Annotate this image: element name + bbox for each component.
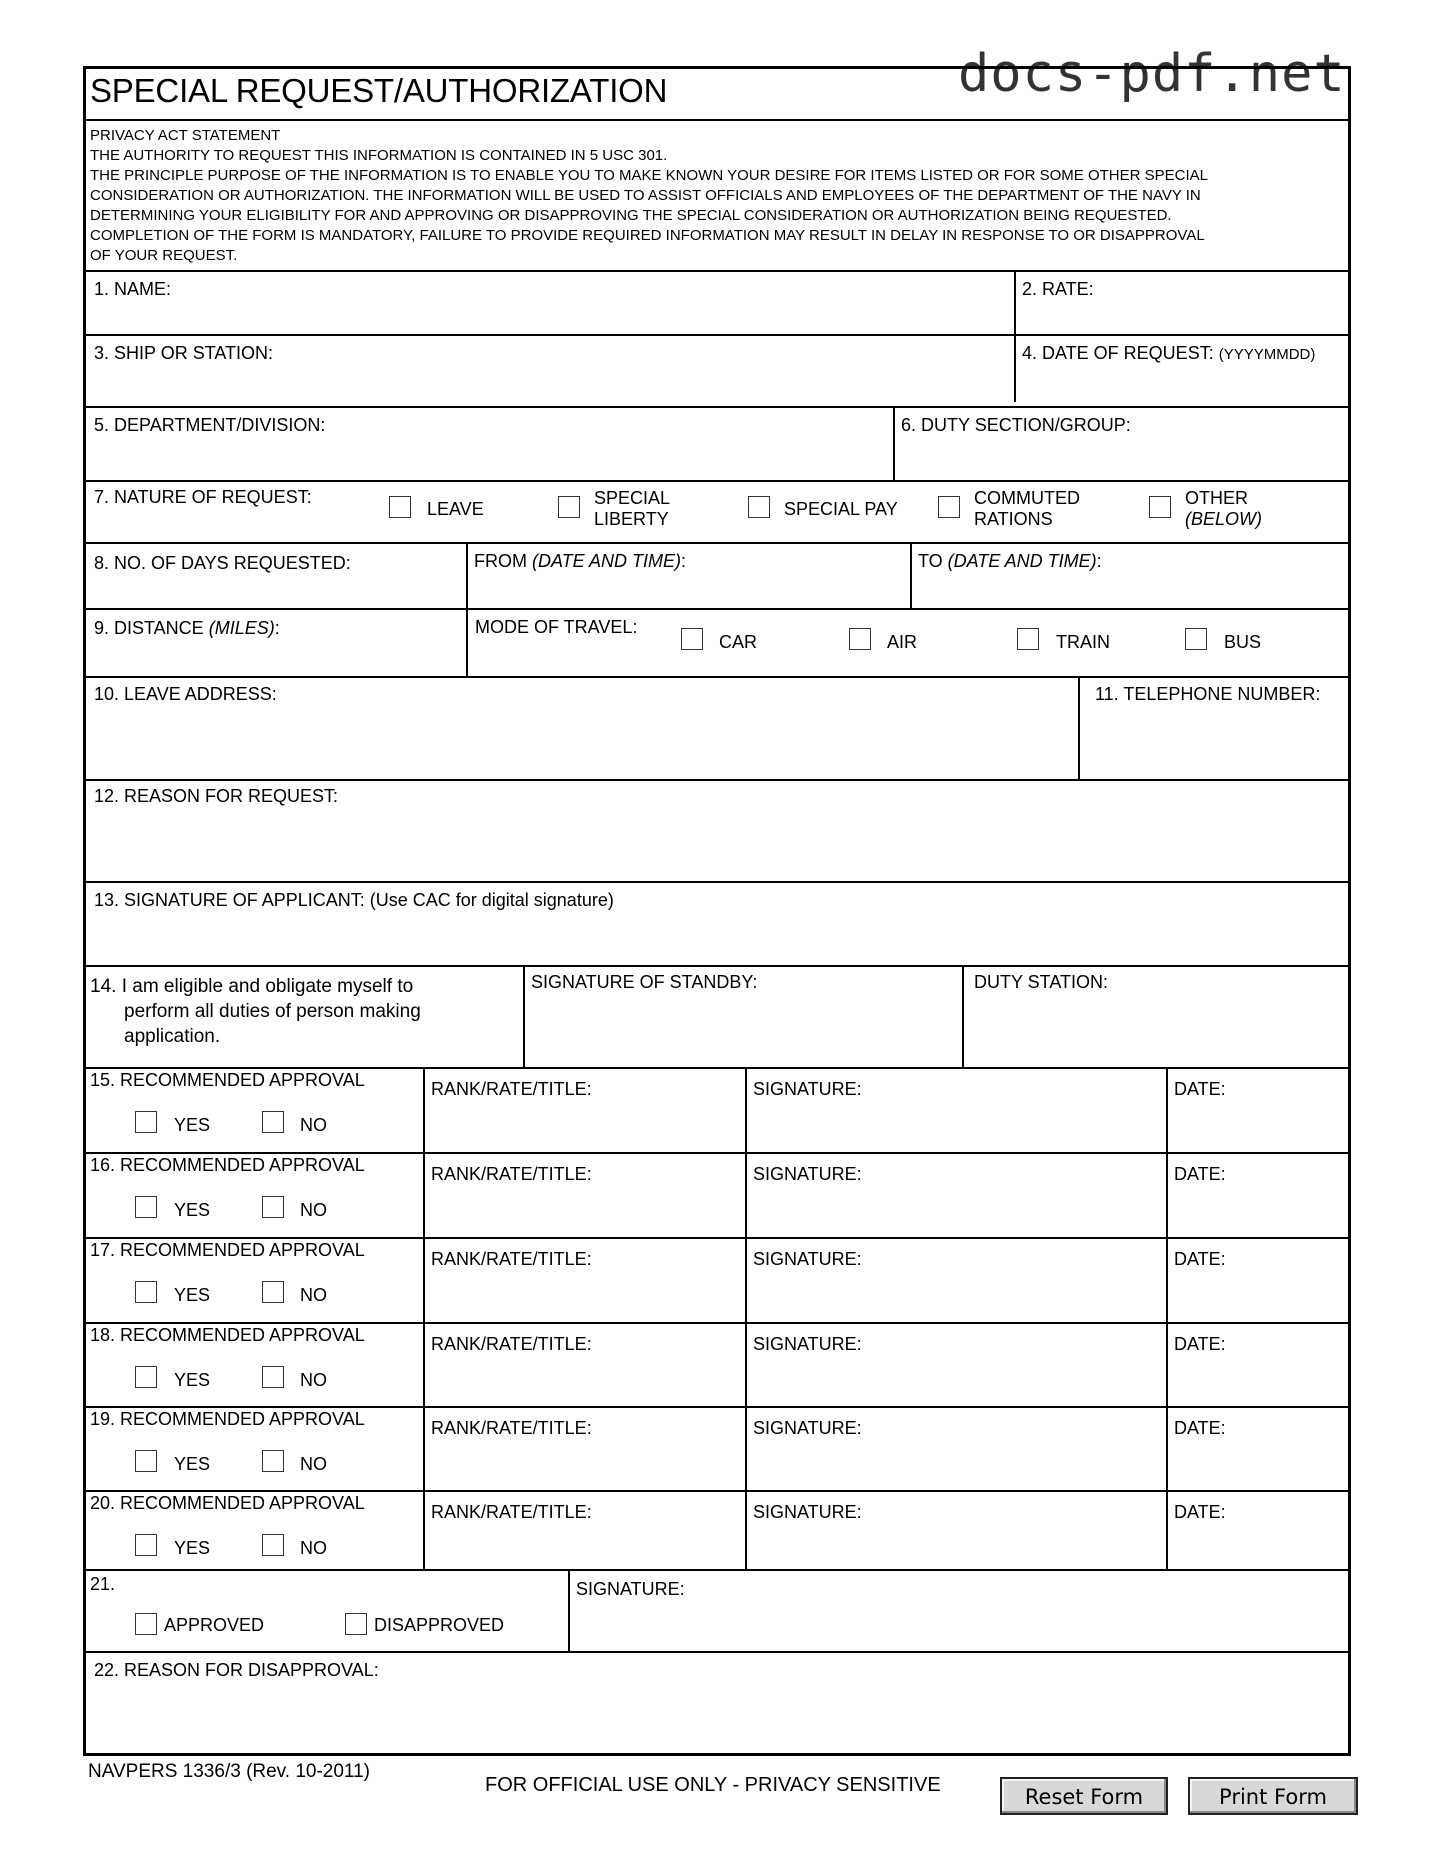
approval-date-field[interactable]: [1168, 1239, 1348, 1322]
car-label: CAR: [719, 632, 758, 652]
special-pay-checkbox[interactable]: [748, 496, 770, 518]
recommended-yes-checkbox[interactable]: [135, 1450, 157, 1472]
reason-field[interactable]: [86, 781, 1348, 879]
air-checkbox[interactable]: [849, 628, 871, 650]
from-text: FROM: [474, 551, 532, 571]
recommended-approval-label: 19. RECOMMENDED APPROVAL: [90, 1409, 365, 1429]
signature-standby-field[interactable]: [525, 967, 962, 1065]
privacy-line: CONSIDERATION OR AUTHORIZATION. THE INFORMATION WILL BE USED TO ASSIST OFFICIALS AND EMPLOYEES OF THE DEPARTMENT OF THE NAVY IN: [90, 187, 1201, 204]
car-checkbox[interactable]: [681, 628, 703, 650]
days-field[interactable]: [86, 544, 466, 608]
eligibility-line-3: application.: [124, 1026, 221, 1047]
eligibility-line-2: perform all duties of person making: [124, 1001, 421, 1022]
train-checkbox[interactable]: [1017, 628, 1039, 650]
approval-date-field[interactable]: [1168, 1492, 1348, 1569]
reason-label: 12. REASON FOR REQUEST:: [94, 786, 339, 806]
privacy-notice: FOR OFFICIAL USE ONLY - PRIVACY SENSITIVE: [485, 1774, 941, 1796]
mode-of-travel-label: MODE OF TRAVEL:: [475, 617, 638, 637]
approval-date-label: DATE:: [1174, 1502, 1226, 1522]
reason-disapproval-field[interactable]: [86, 1653, 1348, 1753]
final-signature-label: SIGNATURE:: [576, 1579, 685, 1599]
approved-label: APPROVED: [164, 1615, 265, 1635]
recommended-yes-checkbox[interactable]: [135, 1196, 157, 1218]
item-21-label: 21.: [90, 1574, 116, 1594]
commuted-rations-label: [974, 488, 1080, 530]
to-format: (DATE AND TIME): [947, 551, 1097, 571]
rate-field[interactable]: [1016, 272, 1348, 332]
recommended-no-checkbox[interactable]: [262, 1534, 284, 1556]
recommended-approval-label: 18. RECOMMENDED APPROVAL: [90, 1325, 365, 1345]
approved-checkbox[interactable]: [135, 1613, 157, 1635]
approval-signature-label: SIGNATURE:: [753, 1334, 862, 1354]
privacy-line: COMPLETION OF THE FORM IS MANDATORY, FAILURE TO PROVIDE REQUIRED INFORMATION MAY RESULT IN DELAY IN RESPONSE TO OR DISAPPROVAL: [90, 227, 1205, 244]
recommended-no-label: NO: [300, 1115, 327, 1135]
to-text: TO: [918, 551, 948, 571]
approval-signature-field[interactable]: [747, 1492, 1166, 1569]
rank-rate-title-label: RANK/RATE/TITLE:: [431, 1249, 592, 1269]
rank-rate-title-field[interactable]: [425, 1154, 745, 1237]
to-colon: :: [1096, 551, 1102, 571]
recommended-yes-checkbox[interactable]: [135, 1281, 157, 1303]
duty-station-label: DUTY STATION:: [974, 972, 1109, 992]
print-form-button[interactable]: Print Form: [1188, 1777, 1358, 1815]
recommended-no-checkbox[interactable]: [262, 1196, 284, 1218]
recommended-yes-label: YES: [174, 1285, 211, 1305]
name-field[interactable]: [86, 272, 1014, 332]
from-format: (DATE AND TIME): [532, 551, 681, 571]
ship-field[interactable]: [86, 336, 1014, 406]
recommended-no-checkbox[interactable]: [262, 1450, 284, 1472]
recommended-yes-checkbox[interactable]: [135, 1111, 157, 1133]
special-liberty-label: [594, 488, 670, 530]
special-pay-label: SPECIAL PAY: [784, 499, 898, 519]
privacy-line: OF YOUR REQUEST.: [90, 247, 238, 264]
distance-colon: :: [274, 618, 280, 638]
distance-text: 9. DISTANCE: [94, 618, 209, 638]
recommended-yes-label: YES: [174, 1200, 211, 1220]
bus-label: BUS: [1224, 632, 1262, 652]
leave-address-field[interactable]: [86, 678, 1078, 777]
rank-rate-title-label: RANK/RATE/TITLE:: [431, 1502, 592, 1522]
date-format-text: (YYYYMMDD): [1218, 346, 1316, 363]
approval-date-label: DATE:: [1174, 1079, 1226, 1099]
approval-signature-field[interactable]: [747, 1324, 1166, 1406]
air-label: AIR: [887, 632, 918, 652]
approval-signature-label: SIGNATURE:: [753, 1249, 862, 1269]
to-field[interactable]: [912, 544, 1348, 608]
recommended-no-label: NO: [300, 1285, 327, 1305]
leave-checkbox[interactable]: [389, 496, 411, 518]
rank-rate-title-field[interactable]: [425, 1492, 745, 1569]
duty-section-field[interactable]: [895, 408, 1348, 478]
date-of-request-text: 4. DATE OF REQUEST:: [1022, 343, 1214, 363]
recommended-yes-label: YES: [174, 1538, 211, 1558]
commuted-rations-line-2: RATIONS: [974, 509, 1053, 529]
approval-signature-field[interactable]: [747, 1154, 1166, 1237]
nature-label: 7. NATURE OF REQUEST:: [94, 487, 312, 507]
recommended-no-checkbox[interactable]: [262, 1281, 284, 1303]
name-label: 1. NAME:: [94, 279, 172, 299]
rank-rate-title-field[interactable]: [425, 1408, 745, 1490]
approval-signature-field[interactable]: [747, 1239, 1166, 1322]
final-signature-field[interactable]: [570, 1571, 1348, 1651]
recommended-no-label: NO: [300, 1370, 327, 1390]
privacy-line: THE PRINCIPLE PURPOSE OF THE INFORMATION IS TO ENABLE YOU TO MAKE KNOWN YOUR DESIRE FOR ITEMS LISTED OR FOR SOME OTHER SPECIAL: [90, 167, 1208, 184]
recommended-approval-label: 16. RECOMMENDED APPROVAL: [90, 1155, 365, 1175]
rate-label: 2. RATE:: [1022, 279, 1094, 299]
approval-signature-label: SIGNATURE:: [753, 1502, 862, 1522]
approval-signature-label: SIGNATURE:: [753, 1079, 862, 1099]
recommended-yes-label: YES: [174, 1370, 211, 1390]
reset-form-button[interactable]: Reset Form: [1000, 1777, 1168, 1815]
recommended-no-checkbox[interactable]: [262, 1111, 284, 1133]
approval-signature-label: SIGNATURE:: [753, 1418, 862, 1438]
ship-label: 3. SHIP OR STATION:: [94, 343, 274, 363]
rank-rate-title-field[interactable]: [425, 1324, 745, 1406]
from-colon: :: [681, 551, 687, 571]
privacy-line: DETERMINING YOUR ELIGIBILITY FOR AND APPROVING OR DISAPPROVING THE SPECIAL CONSIDERATION OR AUTHORIZATION BEING REQUESTED.: [90, 207, 1172, 224]
department-label: 5. DEPARTMENT/DIVISION:: [94, 415, 326, 435]
duty-station-field[interactable]: [964, 967, 1348, 1065]
recommended-no-label: NO: [300, 1538, 327, 1558]
date-of-request-field[interactable]: [1016, 336, 1348, 406]
leave-label: LEAVE: [427, 499, 484, 519]
approval-date-label: DATE:: [1174, 1334, 1226, 1354]
other-label: [1185, 488, 1262, 530]
privacy-line: THE AUTHORITY TO REQUEST THIS INFORMATION IS CONTAINED IN 5 USC 301.: [90, 147, 668, 164]
approval-date-label: DATE:: [1174, 1418, 1226, 1438]
approval-date-field[interactable]: [1168, 1408, 1348, 1490]
eligibility-statement: [90, 974, 421, 1049]
rank-rate-title-label: RANK/RATE/TITLE:: [431, 1164, 592, 1184]
rank-rate-title-label: RANK/RATE/TITLE:: [431, 1418, 592, 1438]
recommended-approval-label: 17. RECOMMENDED APPROVAL: [90, 1240, 365, 1260]
rank-rate-title-label: RANK/RATE/TITLE:: [431, 1079, 592, 1099]
commuted-rations-line-1: COMMUTED: [974, 488, 1080, 508]
reason-disapproval-label: 22. REASON FOR DISAPPROVAL:: [94, 1660, 379, 1680]
rank-rate-title-field[interactable]: [425, 1239, 745, 1322]
recommended-yes-label: YES: [174, 1115, 211, 1135]
department-field[interactable]: [86, 408, 893, 478]
eligibility-line-1: 14. I am eligible and obligate myself to: [90, 976, 414, 997]
approval-signature-label: SIGNATURE:: [753, 1164, 862, 1184]
special-liberty-line-1: SPECIAL: [594, 488, 671, 508]
days-label: 8. NO. OF DAYS REQUESTED:: [94, 553, 351, 573]
privacy-line: PRIVACY ACT STATEMENT: [90, 127, 281, 144]
distance-field[interactable]: [86, 610, 466, 674]
approval-date-label: DATE:: [1174, 1164, 1226, 1184]
duty-section-label: 6. DUTY SECTION/GROUP:: [901, 415, 1131, 435]
commuted-rations-checkbox[interactable]: [938, 496, 960, 518]
disapproved-checkbox[interactable]: [345, 1613, 367, 1635]
recommended-no-label: NO: [300, 1200, 327, 1220]
approval-date-field[interactable]: [1168, 1069, 1348, 1152]
special-request-form: [83, 66, 1351, 1756]
disapproved-label: DISAPPROVED: [374, 1615, 505, 1635]
other-line-2: (BELOW): [1185, 509, 1263, 529]
privacy-act-statement: [90, 126, 1340, 266]
approval-date-field[interactable]: [1168, 1324, 1348, 1406]
approval-date-label: DATE:: [1174, 1249, 1226, 1269]
other-line-1: OTHER: [1185, 488, 1248, 508]
telephone-label: 11. TELEPHONE NUMBER:: [1095, 684, 1321, 704]
leave-address-label: 10. LEAVE ADDRESS:: [94, 684, 277, 704]
recommended-yes-checkbox[interactable]: [135, 1534, 157, 1556]
recommended-approval-label: 15. RECOMMENDED APPROVAL: [90, 1070, 365, 1090]
recommended-yes-checkbox[interactable]: [135, 1366, 157, 1388]
recommended-yes-label: YES: [174, 1454, 211, 1474]
form-title: SPECIAL REQUEST/AUTHORIZATION: [90, 72, 668, 109]
signature-applicant-label: 13. SIGNATURE OF APPLICANT: (Use CAC for digital signature): [94, 890, 614, 910]
signature-applicant-field[interactable]: [86, 883, 1348, 965]
train-label: TRAIN: [1056, 632, 1110, 652]
form-number: NAVPERS 1336/3 (Rev. 10-2011): [88, 1761, 370, 1782]
approval-date-field[interactable]: [1168, 1154, 1348, 1237]
signature-standby-label: SIGNATURE OF STANDBY:: [531, 972, 758, 992]
rank-rate-title-label: RANK/RATE/TITLE:: [431, 1334, 592, 1354]
from-field[interactable]: [468, 544, 910, 608]
approval-signature-field[interactable]: [747, 1069, 1166, 1152]
other-checkbox[interactable]: [1149, 496, 1171, 518]
special-liberty-checkbox[interactable]: [558, 496, 580, 518]
telephone-field[interactable]: [1080, 678, 1348, 777]
recommended-no-label: NO: [300, 1454, 327, 1474]
rank-rate-title-field[interactable]: [425, 1069, 745, 1152]
recommended-approval-label: 20. RECOMMENDED APPROVAL: [90, 1493, 365, 1513]
approval-signature-field[interactable]: [747, 1408, 1166, 1490]
special-liberty-line-2: LIBERTY: [594, 509, 669, 529]
recommended-no-checkbox[interactable]: [262, 1366, 284, 1388]
watermark: docs-pdf.net: [958, 44, 1346, 104]
distance-unit: (MILES): [208, 618, 275, 638]
bus-checkbox[interactable]: [1185, 628, 1207, 650]
